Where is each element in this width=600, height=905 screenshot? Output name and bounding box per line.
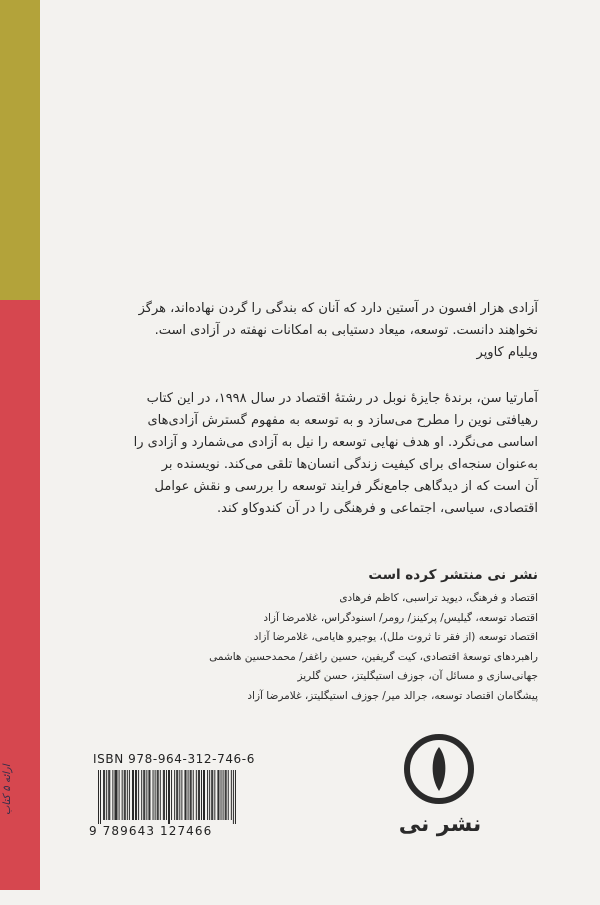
barcode-bar [153, 770, 154, 820]
handwritten-signature: ارائه ۵ کتاب [2, 764, 13, 816]
barcode-bar [169, 770, 170, 824]
barcode-bar [143, 770, 144, 820]
barcode-bar [155, 770, 156, 820]
barcode-bar [233, 770, 234, 824]
barcode-bar [125, 770, 126, 820]
quote-line: آزادی هزار افسون در آستین دارد که آنان که بندگی را گردن نهاده‌اند، هرگز [138, 301, 538, 316]
barcode-bar [203, 770, 204, 820]
barcode-bar [235, 770, 236, 824]
barcode-bar [103, 770, 104, 820]
barcode-bar [186, 770, 187, 820]
barcode-bar [112, 770, 113, 820]
description-line: رهیافتی نوین را مطرح می‌سازد و به توسعه به مفهوم گسترش آزادی‌های [147, 413, 538, 428]
barcode-bar [114, 770, 115, 820]
barcode-bar [204, 770, 205, 820]
description-line: آمارتیا سن، برندهٔ جایزهٔ نوبل در رشتهٔ اقتصاد در سال ۱۹۹۸، در این کتاب [146, 391, 538, 406]
barcode-bar [198, 770, 199, 820]
barcode-bar [108, 770, 109, 820]
book-description [88, 388, 538, 520]
quote-block [88, 298, 538, 364]
barcode-bar [127, 770, 128, 820]
published-heading: نشر نی منتشر کرده است [368, 567, 538, 583]
barcode-bar [117, 770, 118, 820]
barcode-bar [171, 770, 172, 820]
barcode-bar [181, 770, 182, 820]
barcode-bar [138, 770, 139, 820]
barcode-bar [163, 770, 164, 820]
description-line: اساسی می‌نگرد. او هدف نهایی توسعه را نیل به آزادی می‌شمارد و آزادی را [133, 435, 538, 450]
barcode-bar [193, 770, 194, 820]
published-list-item: راهبردهای توسعهٔ اقتصادی، کیت گریفین، حسین راغفر/ محمدحسین هاشمی [209, 650, 538, 663]
barcode-bar [191, 770, 192, 820]
published-list-item: جهانی‌سازی و مسائل آن، جوزف استیگلیتز، حسن گلریز [297, 670, 538, 682]
barcode-bar [133, 770, 134, 820]
barcode-bar [201, 770, 202, 820]
published-list-item: اقتصاد توسعه (از فقر تا ثروت ملل)، یوجیرو هایامی، غلامرضا آزاد [253, 631, 538, 643]
barcode-bar [129, 770, 130, 820]
barcode-bar [148, 770, 149, 820]
barcode-bar [226, 770, 227, 820]
barcode-bar [223, 770, 224, 820]
barcode-bar [177, 770, 178, 820]
barcode-bar [228, 770, 229, 820]
barcode-bar [166, 770, 167, 820]
barcode-bar [98, 770, 99, 824]
published-list [158, 589, 538, 706]
description-line: آن است که از دیدگاهی جامع‌نگر فرایند توسعه را بررسی و نقش عوامل [154, 479, 538, 494]
published-list-item: اقتصاد توسعه، گیلیس/ پرکینز/ رومر/ اسنودگراس، غلامرضا آزاد [263, 611, 538, 624]
barcode-bar [100, 770, 101, 824]
barcode-bar [179, 770, 180, 820]
isbn-barcode [98, 770, 236, 824]
barcode-bar [164, 770, 165, 820]
barcode-bar [188, 770, 189, 820]
barcode-bar [196, 770, 197, 820]
spine-olive-band [0, 0, 40, 300]
barcode-bar [158, 770, 159, 820]
barcode-bar [185, 770, 186, 820]
barcode-bar [160, 770, 161, 820]
barcode-bar [119, 770, 120, 820]
barcode-bar [218, 770, 219, 820]
nashr-ney-leaf-icon [403, 733, 475, 805]
barcode-bar [157, 770, 158, 820]
barcode-bar [149, 770, 150, 820]
isbn-label: ISBN 978-964-312-746-6 [93, 752, 255, 766]
barcode-bar [214, 770, 215, 820]
barcode-bar [190, 770, 191, 820]
publisher-name: نشر نی [398, 812, 482, 837]
quote-line: نخواهند دانست. توسعه، میعاد دستیابی به امکانات نهفته در آزادی است. [154, 323, 538, 338]
barcode-bar [174, 770, 175, 820]
barcode-bar [136, 770, 137, 820]
spine-bottom-band [0, 890, 40, 905]
barcode-bar [199, 770, 200, 820]
barcode-bar [221, 770, 222, 820]
barcode-bar [231, 770, 232, 820]
description-line: اقتصادی، سیاسی، اجتماعی و فرهنگی را در آن کندوکاو کند. [217, 501, 538, 516]
barcode-bar [116, 770, 117, 820]
barcode-bar [209, 770, 210, 820]
barcode-bar [135, 770, 136, 820]
barcode-bar [176, 770, 177, 820]
barcode-bar [217, 770, 218, 820]
barcode-bar [144, 770, 145, 820]
barcode-bar [146, 770, 147, 820]
barcode-digits: 9 789643 127466 [89, 824, 213, 838]
barcode-bar [225, 770, 226, 820]
barcode-bar [104, 770, 105, 820]
barcode-bar [168, 770, 169, 824]
barcode-bar [141, 770, 142, 820]
barcode-bar [132, 770, 133, 820]
published-list-item: اقتصاد و فرهنگ، دیوید تراسبی، کاظم فرهادی [339, 592, 538, 604]
description-line: به‌عنوان سنجه‌ای برای کیفیت زندگی انسان‌ها تلقی می‌کند. نویسنده بر [161, 457, 538, 472]
published-list-item: پیشگامان اقتصاد توسعه، جرالد میر/ جوزف استیگلیتز، غلامرضا آزاد [247, 689, 538, 702]
barcode-bar [211, 770, 212, 820]
barcode-bar [212, 770, 213, 820]
barcode-bar [106, 770, 107, 820]
barcode-bar [122, 770, 123, 820]
barcode-bar [207, 770, 208, 820]
barcode-bar [124, 770, 125, 820]
barcode-bar [109, 770, 110, 820]
quote-author: ویلیام کاوپر [476, 345, 538, 360]
